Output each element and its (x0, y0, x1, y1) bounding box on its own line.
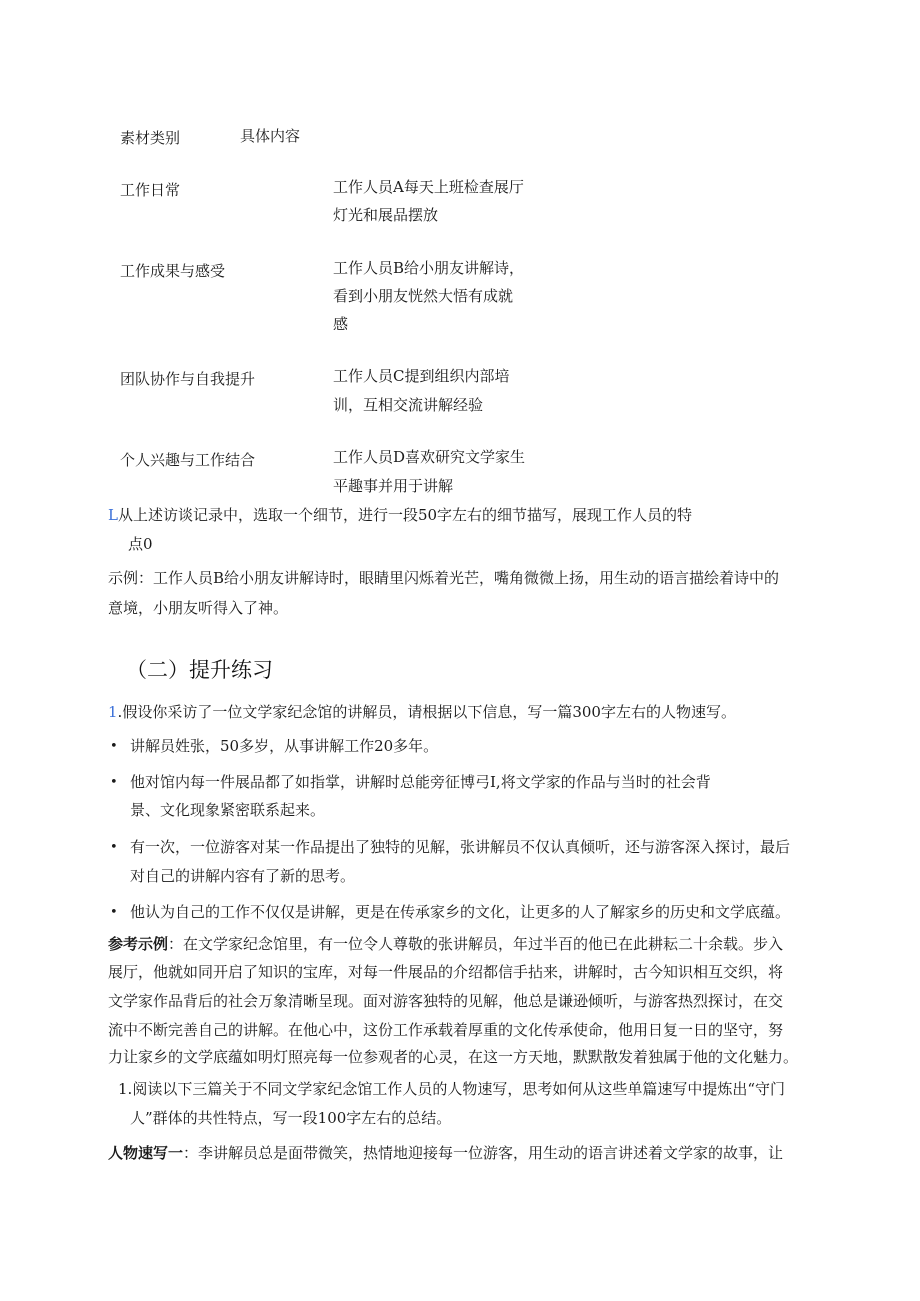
bullet-icon: • (110, 739, 118, 754)
row-category: 团队协作与自我提升 (120, 370, 256, 388)
reference-label: 参考示例 (108, 935, 169, 953)
bullet-text: 有一次，一位游客对某一作品提出了独特的见解，张讲解员不仅认真倾听，还与游客深入探讨，最后 (130, 838, 791, 856)
question-text: .阅读以下三篇关于不同文学家纪念馆工作人员的人物速写，思考如何从这些单篇速写中提炼出“守门 (127, 1080, 785, 1098)
task-marker: L (108, 506, 118, 524)
reference-colon: ： (168, 935, 184, 953)
row-content-line: 工作人员B给小朋友讲解诗， (333, 259, 525, 277)
sketch-colon: ： (183, 1144, 199, 1162)
row-content-line: 感 (333, 315, 349, 333)
bullet-icon: • (110, 840, 118, 855)
bullet-text: 讲解员姓张，50多岁，从事讲解工作20多年。 (130, 737, 439, 755)
reference-line: 力让家乡的文学底蕴如明灯照亮每一位参观者的心灵，在这一方天地，默默散发着独属于他的文化魅力。 (108, 1048, 799, 1066)
reference-line: 展厅，他就如同开启了知识的宝库，对每一件展品的介绍都信手拈来，讲解时，古今知识相互交织，将 (108, 963, 784, 981)
bullet-text: 景、文化现象紧密联系起来。 (130, 801, 326, 819)
row-category: 工作日常 (120, 181, 181, 199)
row-category: 个人兴趣与工作结合 (120, 451, 256, 469)
question-number: 1 (118, 1080, 128, 1098)
row-category: 工作成果与感受 (120, 262, 226, 280)
row-content-line: 看到小朋友恍然大悟有成就 (333, 287, 514, 305)
row-content-line: 平趣事并用于讲解 (333, 477, 454, 495)
question-number: 1 (108, 703, 118, 721)
sketch-text: 李讲解员总是面带微笑，热情地迎接每一位游客，用生动的语言讲述着文学家的故事，让 (198, 1144, 784, 1162)
bullet-icon: • (110, 775, 118, 790)
section-heading: （二）提升练习 (126, 658, 273, 682)
row-content-line: 训，互相交流讲解经验 (333, 396, 484, 414)
bullet-text: 他对馆内每一件展品都了如指掌，讲解时总能旁征博弓I,将文学家的作品与当时的社会背 (130, 773, 711, 791)
reference-line: 流中不断完善自己的讲解。在他心中，这份工作承载着厚重的文化传承使命，他用日复一日的坚守，努 (108, 1021, 784, 1039)
question-1 (108, 702, 736, 722)
row-content-line: 工作人员C提到组织内部培 (333, 367, 510, 385)
bullet-text: 他认为自己的工作不仅仅是讲解，更是在传承家乡的文化，让更多的人了解家乡的历史和文学底蕴。 (130, 903, 791, 921)
table-header-content: 具体内容 (240, 127, 301, 145)
table-header-category: 素材类别 (120, 129, 181, 147)
bullet-icon: • (110, 905, 118, 920)
bullet-text: 对自己的讲解内容有了新的思考。 (130, 867, 356, 885)
row-content-line: 灯光和展品摆放 (333, 206, 439, 224)
sketch-label: 人物速写一 (108, 1144, 184, 1162)
sketch-one (108, 1143, 783, 1163)
example-line: 示例：工作人员B给小朋友讲解诗时，眼睛里闪烁着光芒，嘴角微微上扬，用生动的语言描绘着诗中的 (108, 569, 780, 587)
row-content-line: 工作人员D喜欢研究文学家生 (333, 448, 526, 466)
question-text: .假设你采访了一位文学家纪念馆的讲解员，请根据以下信息，写一篇300字左右的人物速写。 (117, 703, 736, 721)
example-line: 意境，小朋友听得入了神。 (108, 599, 289, 617)
reference-line: 在文学家纪念馆里，有一位令人尊敬的张讲解员，年过半百的他已在此耕耘二十余载。步入 (183, 935, 784, 953)
question-text-continued: 人”群体的共性特点，写一段100字左右的总结。 (130, 1109, 452, 1127)
row-content-line: 工作人员A每天上班检查展厅 (333, 178, 524, 196)
task-text-continued: 点0 (128, 535, 153, 553)
reference-line: 文学家作品背后的社会万象清晰呈现。面对游客独特的见解，他总是谦逊倾听，与游客热烈探讨，在交 (108, 992, 784, 1010)
task-text: 从上述访谈记录中，选取一个细节，进行一段50字左右的细节描写，展现工作人员的特 (117, 506, 693, 524)
